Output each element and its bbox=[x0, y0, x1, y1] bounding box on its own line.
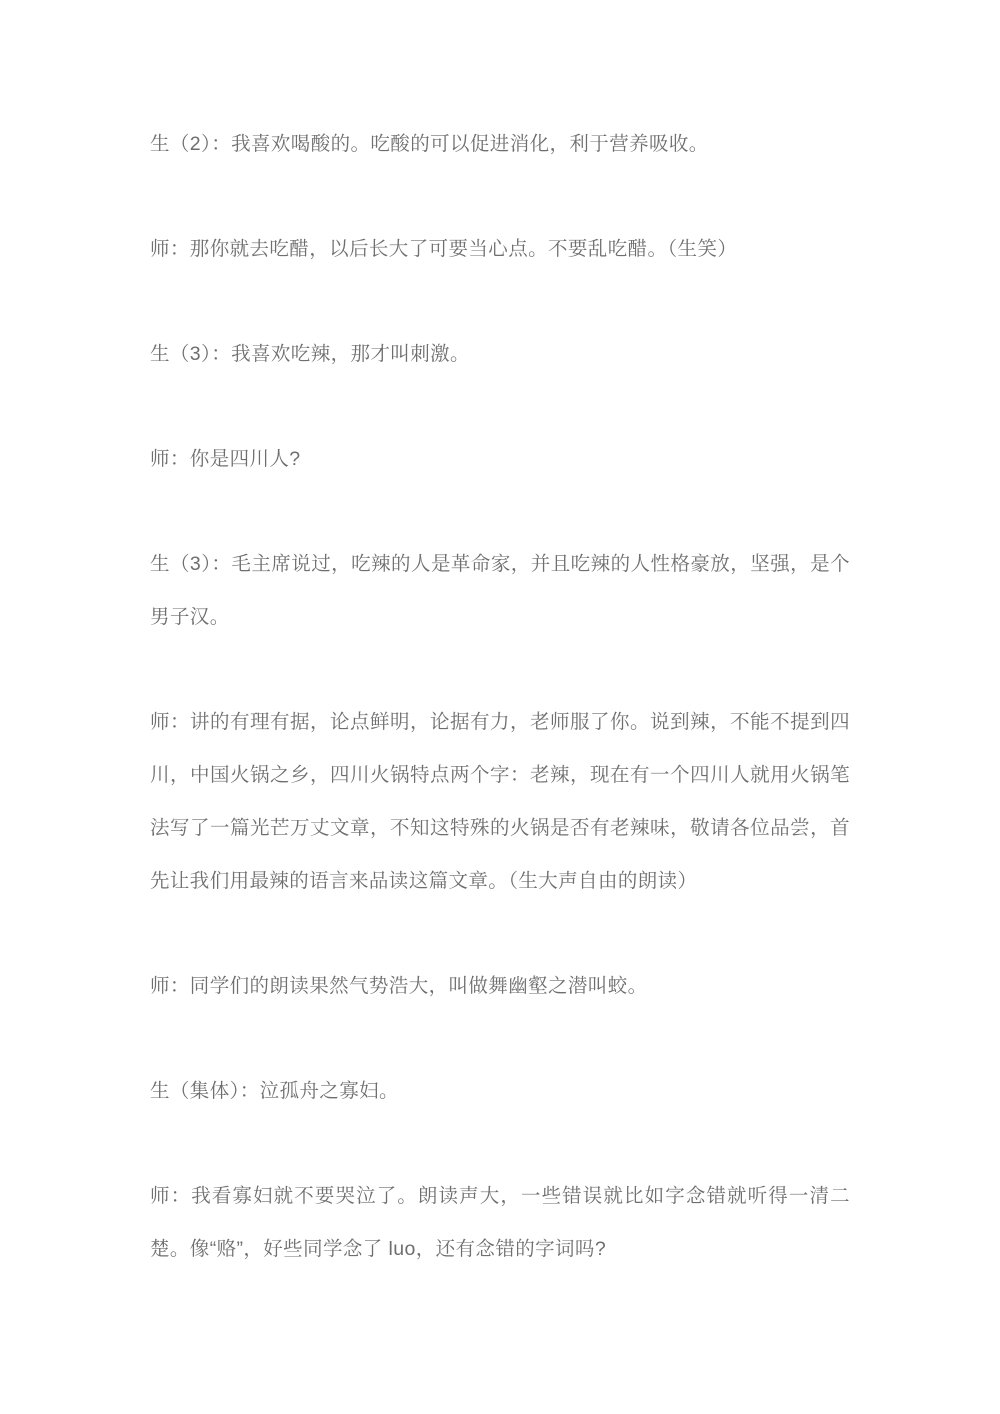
transcript-line-teacher-4: 师：同学们的朗读果然气势浩大，叫做舞幽壑之潜叫蛟。 bbox=[150, 975, 648, 997]
transcript-line-teacher-3: 师：讲的有理有据，论点鲜明，论据有力，老师服了你。说到辣，不能不提到四川，中国火锅之乡，四川火锅特点两个字：老辣，现在有一个四川人就用火锅笔法写了一篇光芒万丈文章，不知这特殊的火锅是否有老辣味，敬请各位品尝，首先让我们用最辣的语言来品读这篇文章。（生大声自由的朗读） bbox=[150, 711, 850, 892]
transcript-line-student-2: 生（2）：我喜欢喝酸的。吃酸的可以促进消化，利于营养吸收。 bbox=[150, 133, 709, 155]
transcript-line-teacher-5: 师：我看寡妇就不要哭泣了。朗读声大，一些错误就比如字念错就听得一清二楚。像“赂”，好些同学念了 luo，还有念错的字词吗? bbox=[150, 1185, 850, 1260]
transcript-line-student-3b: 生（3）：毛主席说过，吃辣的人是革命家，并且吃辣的人性格豪放，坚强，是个男子汉。 bbox=[150, 553, 850, 628]
transcript-line-teacher-2: 师：你是四川人? bbox=[150, 448, 301, 470]
transcript-line-students-collective: 生（集体）：泣孤舟之寡妇。 bbox=[150, 1080, 399, 1102]
transcript-line-teacher-1: 师：那你就去吃醋，以后长大了可要当心点。不要乱吃醋。（生笑） bbox=[150, 238, 738, 260]
transcript-line-student-3a: 生（3）：我喜欢吃辣，那才叫刺激。 bbox=[150, 343, 470, 365]
document-body bbox=[150, 118, 850, 1328]
